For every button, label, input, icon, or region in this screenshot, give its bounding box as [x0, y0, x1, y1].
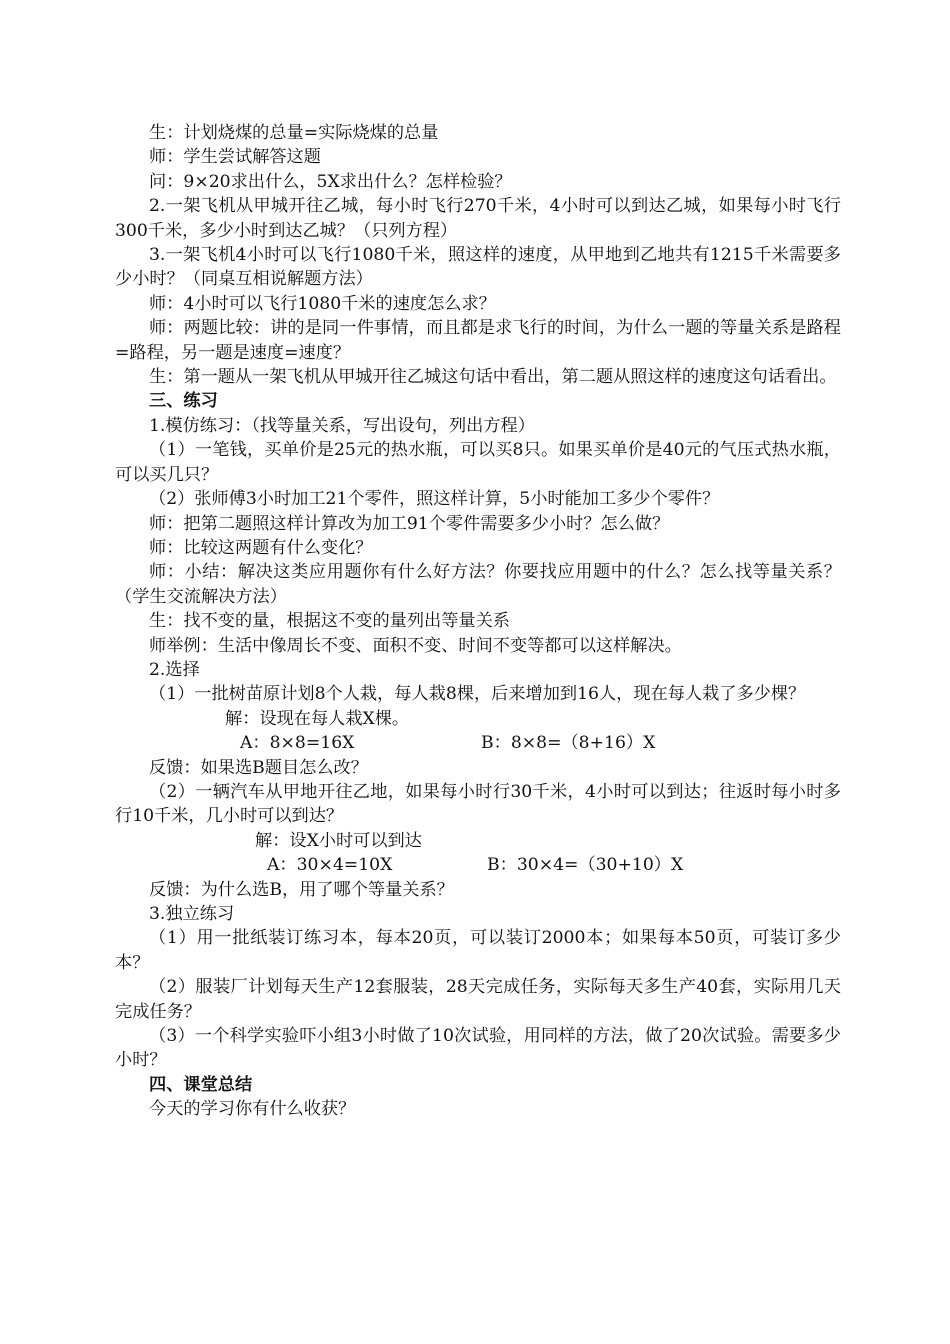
exercise-item: （2）张师傅3小时加工21个零件，照这样计算，5小时能加工多少个零件？	[149, 489, 720, 510]
text-line: 生：找不变的量，根据这不变的量列出等量关系	[149, 611, 510, 632]
document-body	[115, 121, 841, 1122]
option-b: B：30×4=（30+10）X	[487, 855, 684, 876]
text-line: 师：4小时可以飞行1080千米的速度怎么求？	[149, 293, 496, 314]
section-heading-summary: 四、课堂总结	[149, 1074, 253, 1095]
text-line: 师：学生尝试解答这题	[149, 147, 321, 168]
question-3: 3.一架飞机4小时可以飞行1080千米，照这样的速度，从甲地到乙地共有1215千米需要多少小时？（同桌互相说解题方法）	[115, 245, 841, 290]
section-heading-practice: 三、练习	[149, 391, 218, 412]
text-line: 反馈：为什么选B，用了哪个等量关系？	[149, 879, 454, 900]
exercise-item: （1）一笔钱，买单价是25元的热水瓶，可以买8只。如果买单价是40元的气压式热水瓶，可以买几只？	[115, 440, 841, 485]
text-line: 问：9×20求出什么，5X求出什么？怎样检验？	[149, 171, 512, 192]
exercise-item: （1）用一批纸装订练习本，每本20页，可以装订2000本；如果每本50页，可装订多少本？	[115, 928, 841, 973]
text-line: 反馈：如果选B题目怎么改？	[149, 757, 368, 778]
text-line: 今天的学习你有什么收获？	[149, 1099, 356, 1120]
choice-options	[115, 853, 841, 877]
text-line: 师：两题比较：讲的是同一件事情，而且都是求飞行的时间，为什么一题的等量关系是路程=路程，另一题是速度=速度？	[115, 318, 841, 363]
option-b: B：8×8=（8+16）X	[481, 733, 656, 754]
option-a: A：8×8=16X	[240, 733, 355, 754]
text-line: 师：比较这两题有什么变化？	[149, 537, 373, 558]
exercise-item: （1）一批树苗原计划8个人栽，每人栽8棵，后来增加到16人，现在每人栽了多少棵？	[149, 684, 806, 705]
subsection-choice: 2.选择	[149, 659, 200, 680]
text-line: 师举例：生活中像周长不变、面积不变、时间不变等都可以这样解决。	[149, 635, 682, 656]
exercise-item: （2）服装厂计划每天生产12套服装，28天完成任务，实际每天多生产40套，实际用几天完成任务？	[115, 977, 841, 1022]
text-line: 师：把第二题照这样计算改为加工91个零件需要多少小时？怎么做？	[149, 513, 670, 534]
text-line: 师：小结：解决这类应用题你有什么好方法？你要找应用题中的什么？怎么找等量关系？（学生交流解决方法）	[115, 562, 841, 607]
exercise-item: （3）一个科学实验吓小组3小时做了10次试验，用同样的方法，做了20次试验。需要多少小时？	[115, 1026, 841, 1071]
option-a: A：30×4=10X	[267, 855, 393, 876]
question-2: 2.一架飞机从甲城开往乙城，每小时飞行270千米，4小时可以到达乙城，如果每小时飞行300千米，多少小时到达乙城？（只列方程）	[115, 196, 841, 241]
text-line: 1.模仿练习：（找等量关系，写出设句，列出方程）	[149, 415, 535, 436]
choice-options	[115, 731, 841, 755]
exercise-item: （2）一辆汽车从甲地开往乙地，如果每小时行30千米，4小时可以到达；往返时每小时多行10千米，几小时可以到达？	[115, 781, 841, 827]
text-line: 生：计划烧煤的总量=实际烧煤的总量	[149, 123, 439, 143]
solution-line: 解：设X小时可以到达	[255, 830, 422, 851]
subsection-independent: 3.独立练习	[149, 903, 235, 924]
text-line: 生：第一题从一架飞机从甲城开往乙城这句话中看出，第二题从照这样的速度这句话看出。	[149, 367, 837, 388]
solution-line: 解：设现在每人栽X棵。	[225, 708, 410, 729]
